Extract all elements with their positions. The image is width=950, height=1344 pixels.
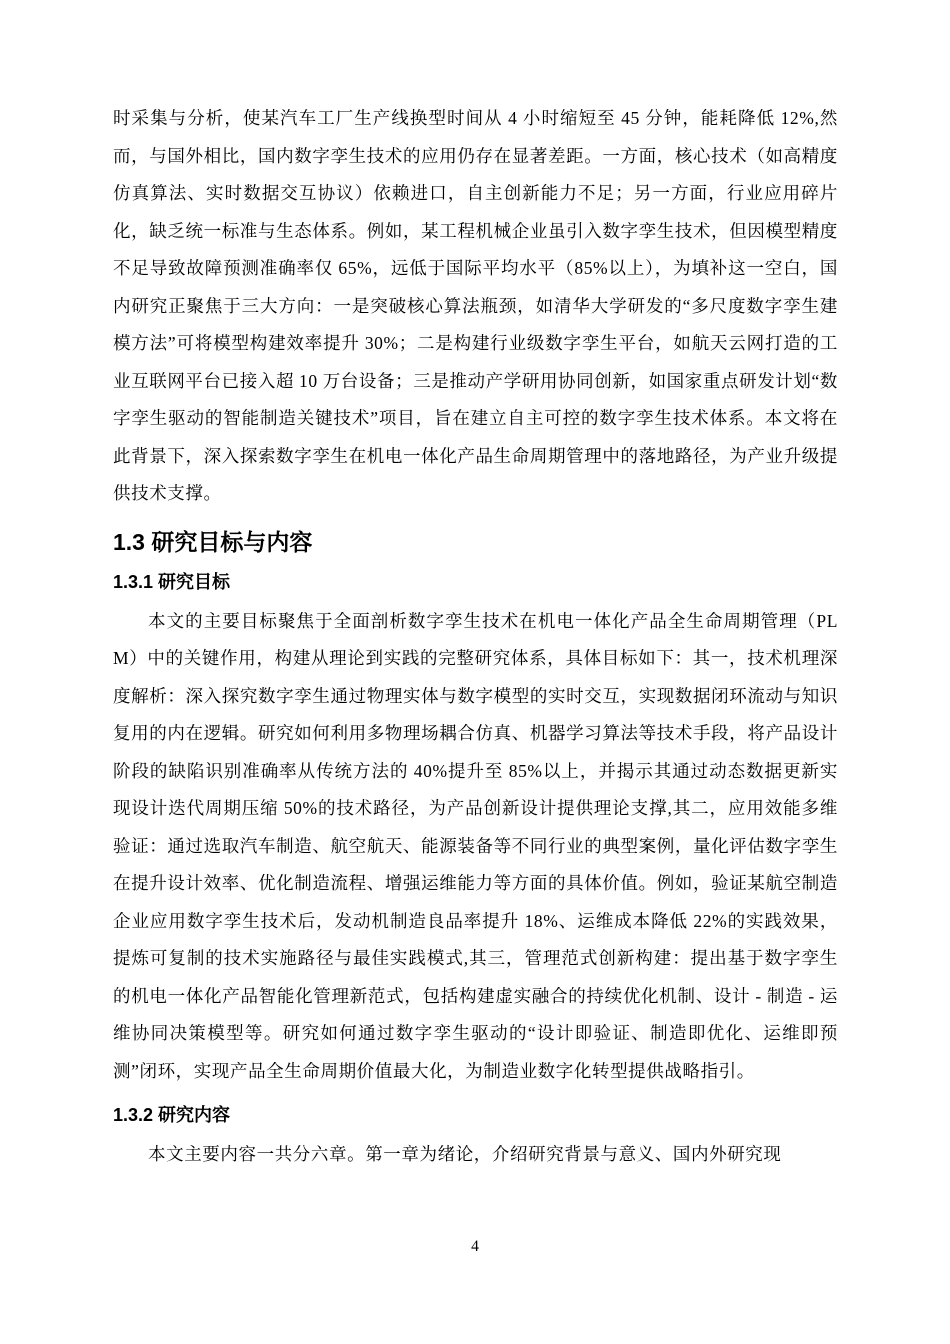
paragraph-background-continuation: 时采集与分析，使某汽车工厂生产线换型时间从 4 小时缩短至 45 分钟，能耗降低 12%,然而，与国外相比，国内数字孪生技术的应用仍存在显著差距。一方面，核心技术（如高精度仿真算法、实时数据交互协议）依赖进口，自主创新能力不足；另一方面，行业应用碎片化，缺乏统一标准与生态体系。例如，某工程机械企业虽引入数字孪生技术，但因模型精度不足导致故障预测准确率仅 65%，远低于国际平均水平（85%以上），为填补这一空白，国内研究正聚焦于三大方向：一是突破核心算法瓶颈，如清华大学研发的“多尺度数字孪生建模方法”可将模型构建效率提升 30%；二是构建行业级数字孪生平台，如航天云网打造的工业互联网平台已接入超 10 万台设备；三是推动产学研用协同创新，如国家重点研发计划“数字孪生驱动的智能制造关键技术”项目，旨在建立自主可控的数字孪生技术体系。本文将在此背景下，深入探索数字孪生在机电一体化产品生命周期管理中的落地路径，为产业升级提供技术支撑。 [113,108,838,503]
paragraph-research-goals: 本文的主要目标聚焦于全面剖析数字孪生技术在机电一体化产品全生命周期管理（PLM）中的关键作用，构建从理论到实践的完整研究体系，具体目标如下：其一，技术机理深度解析：深入探究数字孪生通过物理实体与数字模型的实时交互，实现数据闭环流动与知识复用的内在逻辑。研究如何利用多物理场耦合仿真、机器学习算法等技术手段，将产品设计阶段的缺陷识别准确率从传统方法的 40%提升至 85%以上，并揭示其通过动态数据更新实现设计迭代周期压缩 50%的技术路径，为产品创新设计提供理论支撑,其二，应用效能多维验证：通过选取汽车制造、航空航天、能源装备等不同行业的典型案例，量化评估数字孪生在提升设计效率、优化制造流程、增强运维能力等方面的具体价值。例如，验证某航空制造企业应用数字孪生技术后，发动机制造良品率提升 18%、运维成本降低 22%的实践效果，提炼可复制的技术实施路径与最佳实践模式,其三，管理范式创新构建：提出基于数字孪生的机电一体化产品智能化管理新范式，包括构建虚实融合的持续优化机制、设计 - 制造 - 运维协同决策模型等。研究如何通过数字孪生驱动的“设计即验证、制造即优化、运维即预测”闭环，实现产品全生命周期价值最大化，为制造业数字化转型提供战略指引。 [113,610,838,1081]
page-number: 4 [471,1238,479,1255]
subsection-heading-research-goals: 1.3.1 研究目标 [113,571,231,592]
subsection-heading-research-content: 1.3.2 研究内容 [113,1105,231,1125]
section-heading-research-goals-and-content: 1.3 研究目标与内容 [113,528,313,555]
paragraph-research-content-intro: 本文主要内容一共分六章。第一章为绪论，介绍研究背景与意义、国内外研究现 [148,1144,782,1164]
